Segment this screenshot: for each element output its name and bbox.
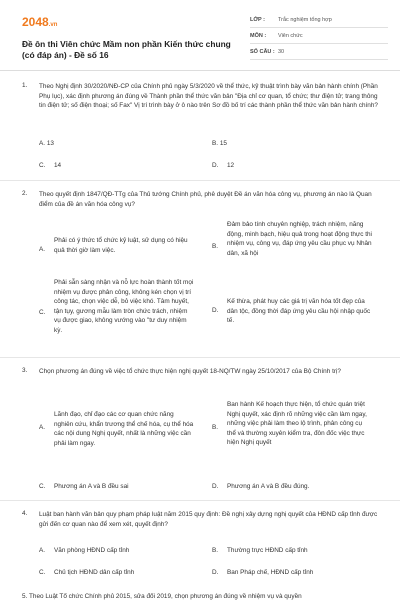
question-2 (22, 190, 382, 360)
question-5-partial: 5. Theo Luật Tổ chức Chính phủ 2015, sửa đổi 2019, chọn phương án đúng về nhiệm vụ và quyền (22, 593, 302, 600)
option-label: D. (212, 483, 219, 490)
option-text: Đảm bảo tính chuyên nghiệp, trách nhiệm, năng động, minh bạch, hiệu quả trong hoạt động thực thi nhiệm vụ, công vụ, đáp ứng yêu cầu phục vụ Nhân dân, xã hội (227, 221, 372, 257)
logo-text: 2048 (22, 15, 49, 29)
question-divider (0, 500, 400, 501)
question-text: Theo quyết định 1847/QĐ-TTg của Thủ tướng Chính phủ, phê duyệt Đề án văn hóa công vụ, phương án nào là Quan điểm của đề án văn hóa công vụ? (39, 191, 372, 208)
option-text: Thường trực HĐND cấp tỉnh (227, 547, 308, 554)
meta-key: SỐ CÂU : (250, 49, 275, 55)
question-4 (22, 510, 382, 590)
option-label: C. (39, 162, 46, 169)
option-label: B. (212, 424, 219, 431)
meta-key: LỚP : (250, 17, 265, 23)
option-text: Phương án A và B đều đúng. (227, 483, 310, 490)
option-label: A. (39, 246, 46, 253)
option-text: Ban Pháp chế, HĐND cấp tỉnh (227, 569, 314, 576)
question-text: Theo Nghị định 30/2020/NĐ-CP của Chính phủ ngày 5/3/2020 về thể thức, kỹ thuật trình bày văn bản hành chính (Phần Phụ lục), xác định phương án đúng về Thành phần thể thức văn bản "Địa chỉ cơ quan, tổ chức; thư điện tử; trang thông tin điện tử; số điện thoại; số Fax" Vị trí trình bày ở ô nào trên Sơ đồ bố trí các thành phần thể thức văn bản hành chính? (39, 83, 378, 109)
option-label: B. (212, 243, 219, 250)
option-label: A. (39, 547, 46, 554)
question-number: 2. (22, 190, 28, 197)
meta-row-subject (250, 28, 388, 44)
option-label: D. (212, 569, 219, 576)
question-1 (22, 82, 382, 172)
option-text: Chủ tịch HĐND dân cấp tỉnh (54, 569, 135, 576)
question-number: 3. (22, 367, 28, 374)
page-title: Đề ôn thi Viên chức Mầm non phần Kiến thức chung (có đáp án) - Đề số 16 (22, 39, 231, 60)
option-label: C. (39, 309, 46, 316)
option-label: A. (39, 424, 46, 431)
meta-table (250, 12, 388, 60)
question-divider (0, 357, 400, 358)
question-divider (0, 180, 400, 181)
meta-value: 30 (278, 49, 285, 55)
option-label: B. (212, 547, 219, 554)
meta-row-class (250, 12, 388, 28)
question-text: Chọn phương án đúng về việc tổ chức thực hiện nghị quyết 18-NQ/TW ngày 25/10/2017 của Bộ Chính trị? (39, 368, 341, 375)
meta-row-count (250, 44, 388, 60)
option-label: C. (39, 483, 46, 490)
option-text: A. 13 (39, 140, 54, 147)
logo-tld: .vn (48, 22, 58, 28)
option-text: Kế thừa, phát huy các giá trị văn hóa tốt đẹp của dân tộc, đồng thời đáp ứng yêu cầu hội nhập quốc tế. (227, 298, 371, 324)
option-text: Phải có ý thức tổ chức kỷ luật, sử dụng có hiệu quả thời giờ làm việc. (54, 237, 188, 254)
option-text: B. 15 (212, 140, 227, 147)
option-text: 14 (54, 162, 62, 169)
meta-value: Trắc nghiệm tổng hợp (278, 17, 332, 23)
option-label: D. (212, 162, 219, 169)
option-text: Văn phòng HĐND cấp tỉnh (54, 547, 130, 554)
option-label: C. (39, 569, 46, 576)
page-header (22, 12, 382, 67)
option-text: 12 (227, 162, 235, 169)
question-3 (22, 367, 382, 497)
site-logo[interactable] (22, 15, 57, 29)
question-text: Luật ban hành văn bản quy phạm pháp luật năm 2015 quy định: Đề nghị xây dựng nghị quyết của HĐND cấp tỉnh được gửi đến cơ quan nào để xem xét, quyết định? (39, 511, 378, 528)
meta-key: MÔN : (250, 33, 267, 39)
option-text: Lãnh đạo, chỉ đạo các cơ quan chức năng nghiên cứu, khẩn trương thể chế hóa, cụ thể hóa các nội dung Nghị quyết, nhất là những việc cần phải làm ngay. (54, 411, 194, 447)
option-text: Ban hành Kế hoạch thực hiện, tổ chức quán triệt Nghị quyết, xác định rõ những việc cần làm ngay, những việc phải làm theo lộ trình, phân công cụ thể và thường xuyên kiểm tra, đôn đốc việc thực hiện Nghị quyết (227, 401, 367, 446)
question-number: 1. (22, 82, 28, 89)
meta-value: Viên chức (278, 33, 303, 39)
question-number: 4. (22, 510, 28, 517)
option-text: Phương án A và B đều sai (54, 483, 129, 490)
option-text: Phải sẵn sàng nhận và nỗ lực hoàn thành tốt mọi nhiệm vụ được phân công, không kén chọn vị trí công tác, chọn việc dễ, bỏ việc khó. Tâm huyết, tận tụy, gương mẫu làm tròn chức trách, nhiệm vụ được giao, không vướng vào "tư duy nhiệm kỳ. (54, 279, 194, 334)
header-divider (0, 70, 400, 71)
option-label: D. (212, 307, 219, 314)
